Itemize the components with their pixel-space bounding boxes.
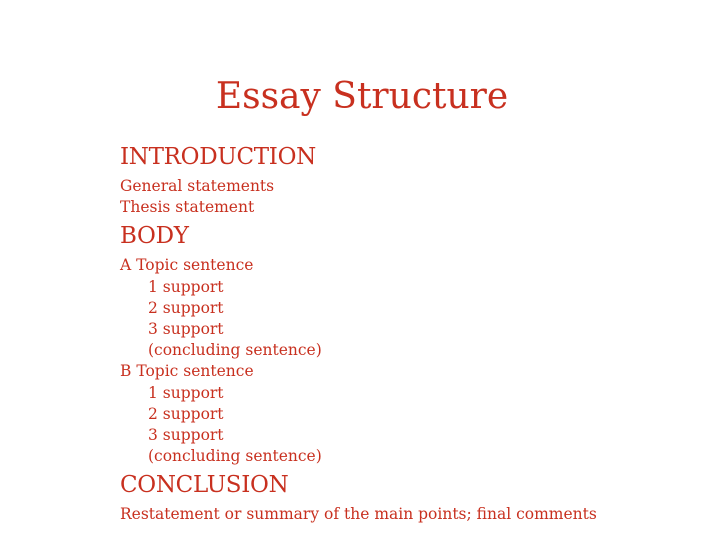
paragraph-b-item: 3 support <box>148 426 224 445</box>
paragraph-a-item: 1 support <box>148 277 224 296</box>
paragraph-a-item: 2 support <box>148 298 224 317</box>
paragraph-a-topic: A Topic sentence <box>120 256 254 275</box>
conclusion-heading: CONCLUSION <box>120 472 289 499</box>
paragraph-a-item: (concluding sentence) <box>148 341 322 360</box>
introduction-heading: INTRODUCTION <box>120 144 316 170</box>
paragraph-a-item: 3 support <box>148 320 224 339</box>
body-heading: BODY <box>120 223 189 250</box>
conclusion-item: Restatement or summary of the main points; final comments <box>120 505 597 524</box>
slide-title <box>0 74 728 120</box>
introduction-item: General statements <box>120 177 275 195</box>
paragraph-b-item: 2 support <box>148 404 224 423</box>
slide-content <box>120 139 720 526</box>
paragraph-b-item: 1 support <box>148 383 224 402</box>
slide-title-text: Essay Structure <box>215 76 509 117</box>
introduction-item: Thesis statement <box>120 198 255 217</box>
paragraph-b-item: (concluding sentence) <box>148 447 322 466</box>
paragraph-b-topic: B Topic sentence <box>120 362 254 381</box>
